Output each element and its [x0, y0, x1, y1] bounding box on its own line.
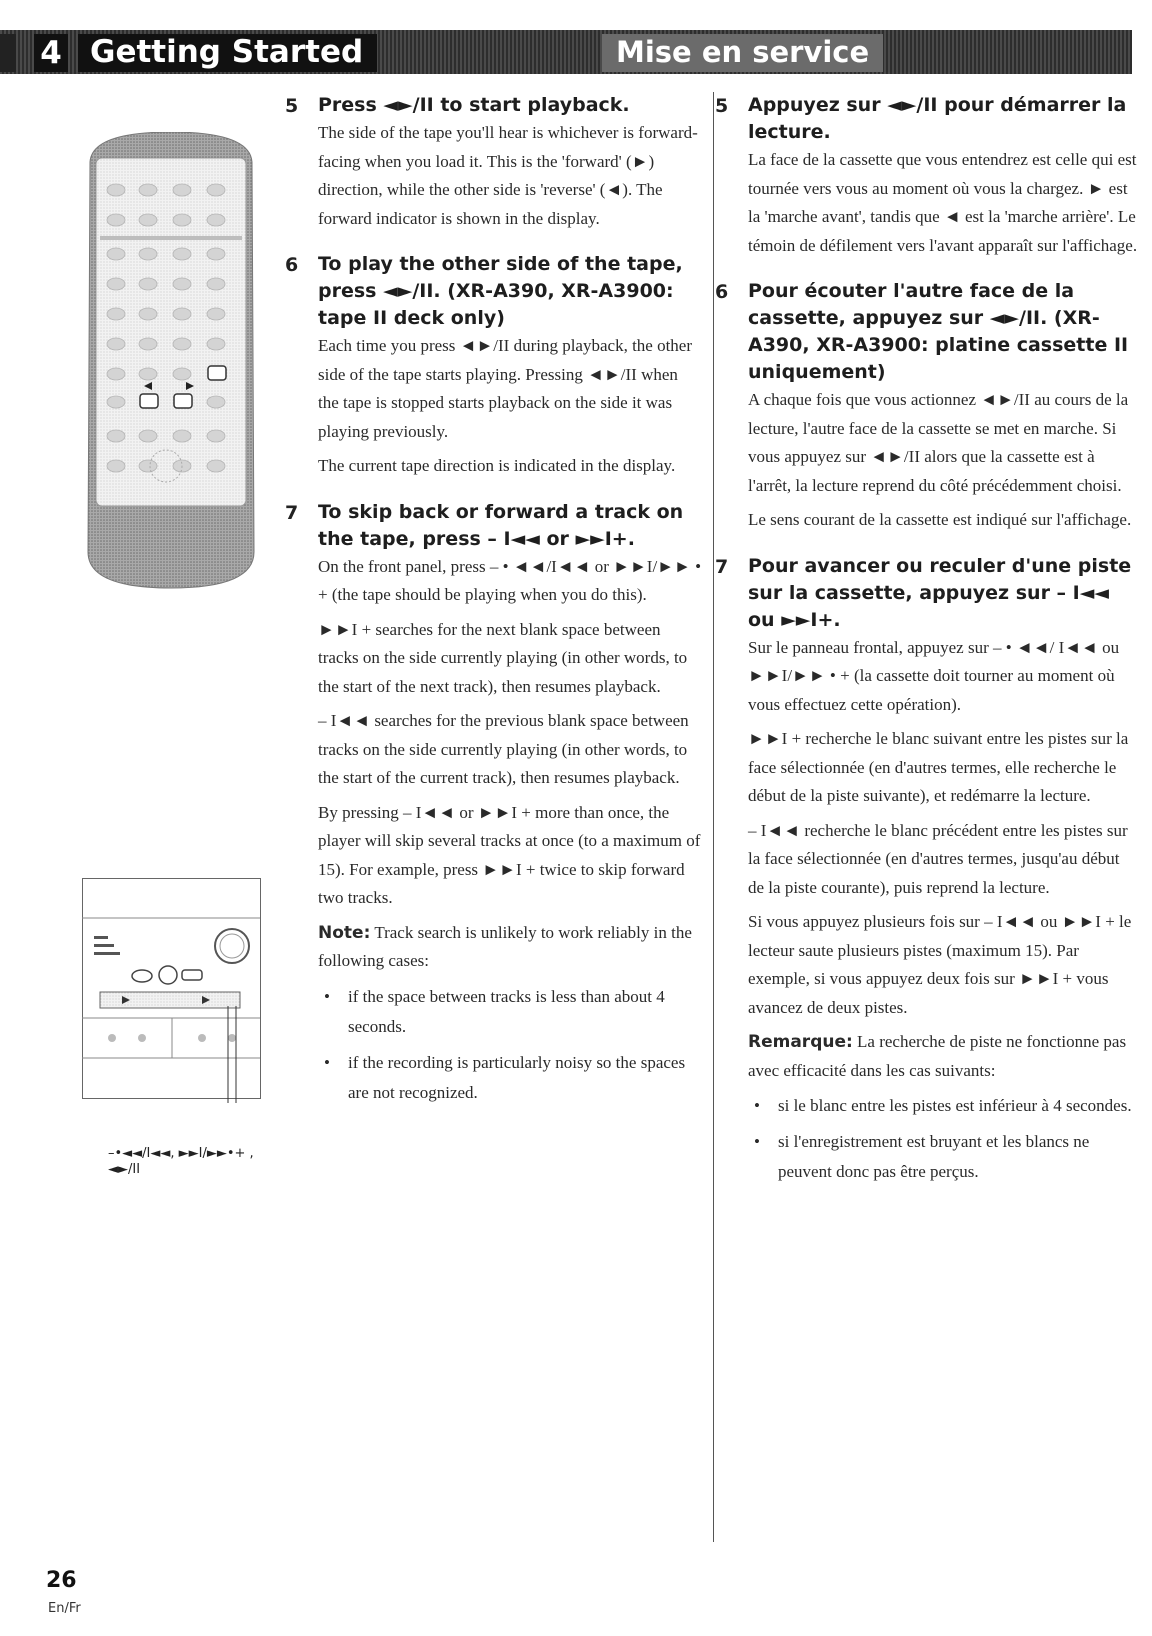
step-title: Pour avancer ou reculer d'une piste sur la cassette, appuyez sur – I◄◄ ou ►►I+. [748, 554, 1132, 631]
step-5-english [285, 92, 702, 233]
step-6-french [715, 278, 1138, 535]
note-text: Track search is unlikely to work reliably in the following cases: [318, 922, 692, 970]
step-number: 5 [715, 95, 729, 117]
paragraph: The current tape direction is indicated in the display. [318, 456, 676, 475]
step-7-english [285, 499, 702, 1108]
step-number: 6 [715, 281, 729, 303]
step-title: Press ◄►/II to start playback. [318, 94, 630, 116]
step-5-french [715, 92, 1138, 260]
paragraph: A chaque fois que vous actionnez ◄►/II au cours de la lecture, l'autre face de la cassette se met en marche. Si vous appuyez sur ◄►/II alors que la cassette est à l'arrêt, la lecture reprend du côté précédemment choisi. [748, 390, 1129, 495]
step-title: Appuyez sur ◄►/II pour démarrer la lecture. [748, 94, 1127, 143]
step-title: Pour écouter l'autre face de la cassette, appuyez sur ◄►/II. (XR-A390, XR-A3900: platine cassette II uniquement) [748, 280, 1129, 383]
note [748, 1028, 1138, 1085]
paragraph: La face de la cassette que vous entendrez est celle qui est tournée vers vous au moment où vous la chargez. ► est la 'marche avant', tandis que ◄ est la 'marche arrière'. Le témoin de défilement vers l'avant apparaît sur l'affichage. [748, 150, 1138, 255]
paragraph: – I◄◄ searches for the previous blank space between tracks on the side currently playing (in other words, to the start of the current track), then resumes playback. [318, 711, 689, 787]
step-number: 7 [715, 555, 729, 578]
column-divider [713, 92, 714, 1542]
paragraph: ►►I + recherche le blanc suivant entre les pistes sur la face sélectionnée (en d'autres termes, elle recherche le début de la piste suivante), et redémarre la lecture. [748, 729, 1129, 805]
paragraph: – I◄◄ recherche le blanc précédent entre les pistes sur la face sélectionnée (en d'autres termes, jusqu'au début de la piste courante), puis reprend la lecture. [748, 820, 1128, 897]
step-number: 5 [285, 95, 299, 117]
step-title: To skip back or forward a track on the tape, press – I◄◄ or ►►I+. [318, 500, 684, 550]
button-callout-label: –•◄◄/I◄◄, ►►I/►►•+ , ◄►/II [108, 1146, 254, 1177]
paragraph: Each time you press ◄►/II during playback, the other side of the tape starts playing. Pressing ◄►/II when the tape is stopped starts playback on the side it was playing previously. [318, 336, 693, 441]
paragraph: Le sens courant de la cassette est indiqué sur l'affichage. [748, 510, 1132, 529]
chapter-number: 4 [34, 34, 68, 72]
front-panel-illustration [82, 878, 272, 1103]
english-column [285, 92, 702, 1126]
paragraph: ►►I + searches for the next blank space between tracks on the side currently playing (in other words, to the start of the next track), then resumes playback. [318, 619, 688, 696]
paragraph: By pressing – I◄◄ or ►►I + more than once, the player will skip several tracks at once (to a maximum of 15). For example, press ►►I + twice to skip forward two tracks. [318, 802, 701, 907]
list-item: • si l'enregistrement est bruyant et les blancs ne peuvent donc pas être perçus. [748, 1127, 1138, 1187]
list-item: • if the recording is particularly noisy so the spaces are not recognized. [318, 1048, 702, 1108]
note-label: Remarque: [748, 1032, 853, 1052]
paragraph: Sur le panneau frontal, appuyez sur – • ◄◄/ I◄◄ ou ►►I/►► • + (la cassette doit tourner au moment où vous effectuez cette opération). [748, 637, 1120, 714]
paragraph: On the front panel, press – • ◄◄/I◄◄ or ►►I/►► • + (the tape should be playing when you do this). [318, 556, 702, 604]
paragraph: The side of the tape you'll hear is whichever is forward-facing when you load it. This is the 'forward' (►) direction, while the other side is 'reverse' (◄). The forward indicator is shown in the display. [318, 123, 698, 228]
list-item: • si le blanc entre les pistes est inférieur à 4 secondes. [748, 1091, 1138, 1121]
header-left-tab [0, 34, 16, 72]
list-item: • if the space between tracks is less than about 4 seconds. [318, 982, 702, 1042]
french-column [715, 92, 1138, 1205]
step-number: 6 [285, 254, 299, 276]
step-title: To play the other side of the tape, press ◄►/II. (XR-A390, XR-A3900: tape II deck only) [318, 253, 683, 329]
step-6-english [285, 251, 702, 481]
note-text: La recherche de piste ne fonctionne pas avec efficacité dans les cas suivants: [748, 1032, 1127, 1080]
step-number: 7 [285, 501, 299, 524]
page-number: 26 [46, 1568, 77, 1593]
paragraph: Si vous appuyez plusieurs fois sur – I◄◄ ou ►►I + le lecteur saute plusieurs pistes (maximum 15). Par exemple, si vous appuyez deux fois sur ►►I + vous avancez de deux pistes. [748, 912, 1132, 1017]
step-7-french [715, 553, 1138, 1188]
note-label: Note: [318, 922, 371, 943]
section-title-french: Mise en service [602, 34, 883, 72]
note-bullet-list [318, 982, 702, 1108]
page-languages: En/Fr [48, 1601, 81, 1616]
note-bullet-list [748, 1091, 1138, 1187]
note [318, 919, 702, 976]
section-title-english: Getting Started [78, 34, 377, 72]
remote-control-illustration [82, 132, 260, 590]
